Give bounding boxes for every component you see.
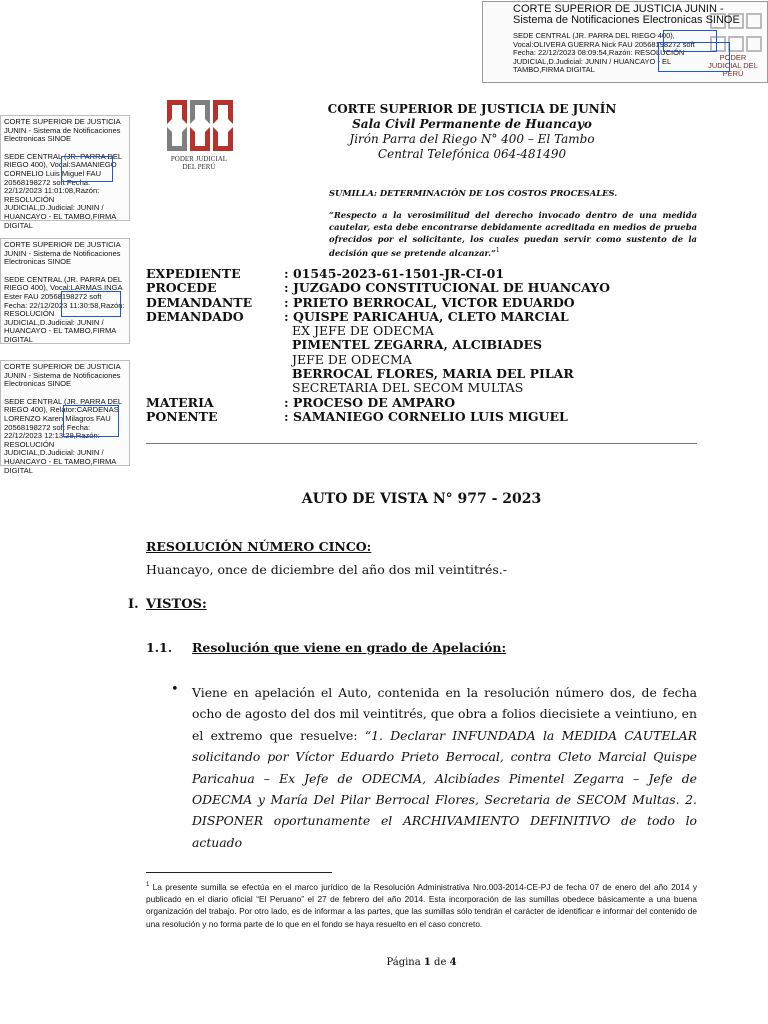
signature-header: CORTE SUPERIOR DE JUSTICIA JUNIN - Sistema de Notificaciones Electronicas SINOE [4, 362, 121, 389]
date-line: Huancayo, once de diciembre del año dos mil veintitrés.- [146, 562, 508, 577]
meta-row: DEMANDADO : QUISPE PARICAHUA, CLETO MARCIAL [146, 308, 569, 324]
bullet-icon: • [171, 682, 179, 697]
meta-row: PONENTE : SAMANIEGO CORNELIO LUIS MIGUEL [146, 408, 568, 424]
meta-extra: JEFE DE ODECMA [292, 351, 412, 367]
meta-row: MATERIA : PROCESO DE AMPARO [146, 394, 456, 410]
signature-header: CORTE SUPERIOR DE JUSTICIA JUNIN - Sistema de Notificaciones Electronicas SINOE [4, 240, 121, 267]
signature-field-box [658, 42, 730, 72]
subsection-title: Resolución que viene en grado de Apelación: [192, 640, 507, 655]
meta-extra: SECRETARIA DEL SECOM MULTAS [292, 380, 524, 396]
signature-field-box [63, 405, 119, 437]
signature-details: SEDE CENTRAL (JR. PARRA DEL RIEGO 400), Vocal:LARMAS INGA Ester FAU 20568198272 soft Fecha: 22/12/2023 11:30:58,Razón: RESOLUCIÓN JUDICIAL,D.Judicial: JUNIN / HUANCAYO - EL TAMBO,FIRMA DIGITAL [4, 274, 125, 344]
subsection-number: 1.1. [146, 640, 173, 655]
poder-judicial-logo [165, 100, 237, 171]
section-number: I. [128, 597, 139, 612]
sumilla-quote: “Respecto a la verosimilitud del derecho invocado dentro de una medida cautelar, esta debe encontrarse debidamente acreditada en medios de prueba ofrecidos por el solicitante, los cuales puedan servir como sustento de la decisión que se pretende alcanzar.”$^1$ [329, 210, 697, 258]
court-address: Jirón Parra del Riego N° 400 – El Tambo [349, 132, 595, 146]
meta-row: EXPEDIENTE : 01545-2023-61-1501-JR-CI-01 [146, 266, 505, 281]
signature-details: SEDE CENTRAL (JR. PARRA DEL RIEGO 400), Relator:CARDENAS LORENZO Karen Milagros FAU 20568198272 soft Fecha: 22/12/2023 12:13:29,Razón: RESOLUCIÓN JUDICIAL,D.Judicial: JUNIN / HUANCAYO - EL TAMBO,FIRMA DIGITAL [4, 396, 122, 475]
footnote-number: 1 [146, 882, 150, 888]
chamber-name: Sala Civil Permanente de Huancayo [352, 117, 592, 131]
meta-extra: PIMENTEL ZEGARRA, ALCIBIADES [292, 337, 542, 353]
meta-row: PROCEDE : JUZGADO CONSTITUCIONAL DE HUANCAYO [146, 280, 610, 296]
signature-details: SEDE CENTRAL (JR. PARRA DEL RIEGO 400), Vocal:SAMANIEGO CORNELIO Luis Miguel FAU 20568198272 soft Fecha: 22/12/2023 11:01:08,Razón: RESOLUCIÓN JUDICIAL,D.Judicial: JUNIN / HUANCAYO - EL TAMBO,FIRMA DIGITAL [4, 151, 122, 230]
section-title: VISTOS: [146, 597, 207, 612]
sumilla-title: SUMILLA: DETERMINACIÓN DE LOS COSTOS PROCESALES. [329, 188, 618, 198]
signature-watermark: PODER JUDICIAL DEL PERÚ [708, 53, 758, 78]
logo-caption: PODER JUDICIAL [170, 155, 228, 163]
court-name: CORTE SUPERIOR DE JUSTICIA DE JUNÍN [327, 102, 617, 116]
page-footer: Página 1 de 4 [386, 957, 457, 968]
auto-title: AUTO DE VISTA N° 977 - 2023 [301, 491, 542, 507]
signature-field-box [61, 291, 121, 317]
signature-stamp-3 [0, 360, 130, 475]
signature-header: CORTE SUPERIOR DE JUSTICIA JUNIN - Sistema de Notificaciones Electronicas SINOE [513, 3, 740, 26]
footnote: $^1$ La presente sumilla se efectúa en el marco jurídico de la Resolución Administrativa Nro.003-2014-CE-PJ de fecha 07 de enero del año 2014 y publicado en el diario oficial “El Peruano” el 27 de febrero del año 2014. Esta incorporación de las sumillas obedece básicamente a una buena organización del trabajo. Por otro lado, es de informar a las partes, que las sumillas sólo tendrán el carácter de identificar e informar del contenido de una resolución y no forma parte de lo que en el fondo se haya resuelto en el caso concreto. [146, 881, 697, 929]
signature-details: SEDE CENTRAL (JR. PARRA DEL RIEGO 400), Vocal:OLIVERA GUERRA Nick FAU 20568198272 soft Fecha: 22/12/2023 08:09:54,Razón: RESOLUCIÓN JUDICIAL,D.Judicial: JUNIN / HUANCAYO - EL TAMBO,FIRMA DIGITAL [513, 31, 695, 74]
footnote-divider [146, 872, 332, 873]
signature-stamp-2 [0, 238, 130, 344]
resolution-title: RESOLUCIÓN NÚMERO CINCO: [146, 539, 372, 554]
divider [146, 443, 697, 444]
body-paragraph: Viene en apelación el Auto, contenida en la resolución número dos, de fecha ocho de agosto del dos mil veintitrés, que obra a folios diecisiete a veintiuno, en el extremo que resuelve: “1. Declarar INFUNDADA la MEDIDA CAUTELAR solicitando por Víctor Eduardo Prieto Berrocal, contra Cleto Marcial Quispe Paricahua – Ex Jefe de ODECMA, Alcibíades Pimentel Zegarra – Jefe de ODECMA y María Del Pilar Berrocal Flores, Secretaria de SECOM Multas. 2. DISPONER oportunamente el ARCHIVAMIENTO DEFINITIVO de todo lo actuado [192, 685, 697, 850]
meta-row: DEMANDANTE : PRIETO BERROCAL, VICTOR EDUARDO [146, 294, 575, 310]
case-metadata [146, 267, 706, 424]
court-phone: Central Telefónica 064-481490 [377, 147, 567, 161]
logo-caption: DEL PERÚ [182, 163, 216, 171]
court-header [296, 102, 648, 162]
meta-extra: BERROCAL FLORES, MARIA DEL PILAR [292, 366, 574, 382]
signature-header: CORTE SUPERIOR DE JUSTICIA JUNIN - Sistema de Notificaciones Electronicas SINOE [4, 117, 121, 144]
signature-stamp-1 [0, 115, 130, 230]
logo-mark-icon [167, 100, 237, 151]
signature-field-box [61, 156, 113, 182]
meta-extra: EX JEFE DE ODECMA [292, 323, 434, 339]
footnote-ref: 1 [495, 247, 500, 254]
signature-stamp-top [482, 1, 768, 83]
sumilla-block [329, 187, 697, 259]
